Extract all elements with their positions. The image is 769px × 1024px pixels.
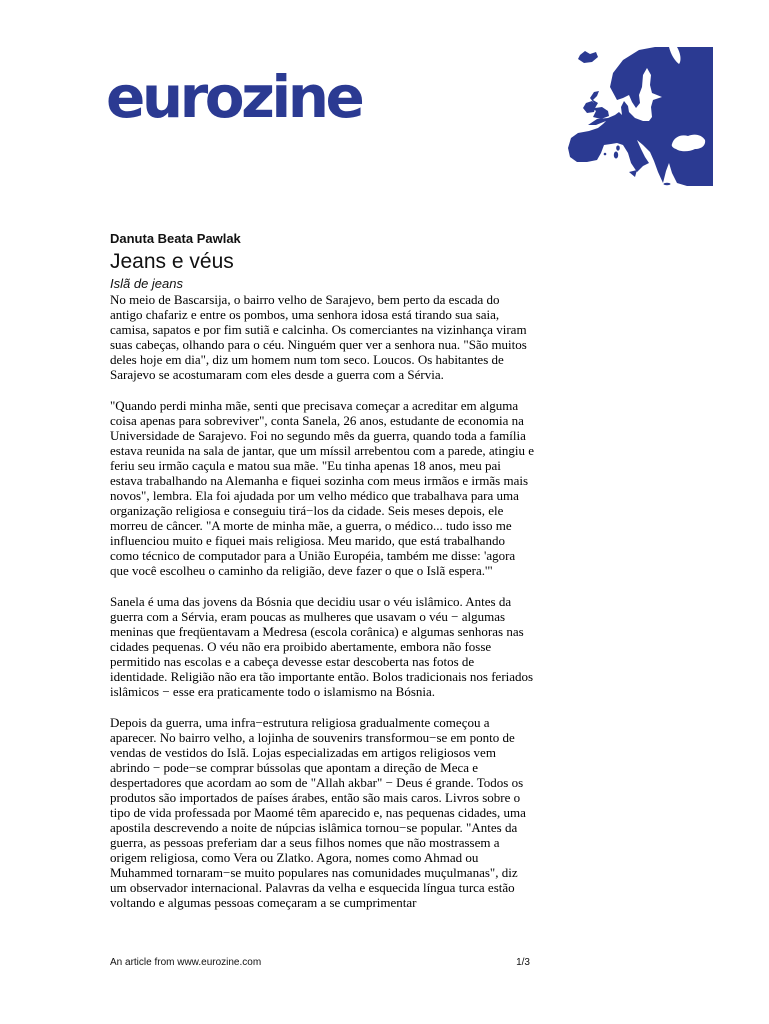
author-name: Danuta Beata Pawlak xyxy=(110,231,241,246)
article-body xyxy=(110,292,534,926)
page-footer xyxy=(110,956,530,969)
article-title: Jeans e véus xyxy=(110,250,234,273)
article-header xyxy=(110,231,540,292)
europe-map-icon xyxy=(565,45,713,190)
article-paragraph: Sanela é uma das jovens da Bósnia que decidiu usar o véu islâmico. Antes da guerra com a Sérvia, eram poucas as mulheres que usavam o véu − algumas meninas que freqüentavam a Medresa (escola corânica) e algumas senhoras nas cidades pequenas. O véu não era proibido abertamente, embora não fosse permitido nas escolas e a cabeça devesse estar descoberta nas fotos de identidade. Religião não era tão importante então. Bolos tradicionais nos feriados islâmicos − esse era praticamente todo o islamismo na Bósnia. xyxy=(110,594,534,699)
article-subtitle: Islã de jeans xyxy=(110,276,183,291)
europe-map-landmass xyxy=(568,47,713,186)
footer-source: An article from www.eurozine.com xyxy=(110,957,262,968)
footer-page-number: 1/3 xyxy=(516,957,530,968)
article-paragraph: "Quando perdi minha mãe, senti que precisava começar a acreditar em alguma coisa apenas para sobreviver", conta Sanela, 26 anos, estudante de economia na Universidade de Sarajevo. Foi no segundo mês da guerra, quando toda a família estava reunida na sala de jantar, que um míssil arrebentou com a parede, atingiu e feriu seu irmão caçula e matou sua mãe. "Eu tinha apenas 18 anos, meu pai estava trabalhando na Alemanha e fiquei sozinha com meus irmãos e irmãs mais novos", lembra. Ela foi ajudada por um velho médico que trabalhava para uma organização religiosa e conseguiu tirá−los da cidade. Seis meses depois, ele morreu de câncer. "A morte de minha mãe, a guerra, o médico... tudo isso me influenciou muito e fiquei mais religiosa. Meu marido, que está trabalhando como técnico de computador para a União Européia, também me disse: 'agora que você escolheu o caminho da religião, deve fazer o que o Islã espera.'" xyxy=(110,398,534,578)
article-paragraph: Depois da guerra, uma infra−estrutura religiosa gradualmente começou a aparecer. No bairro velho, a lojinha de souvenirs transformou−se em ponto de vendas de vestidos do Islã. Lojas especializadas em artigos religiosos vem abrindo − pode−se comprar bússolas que apontam a direção de Meca e despertadores que acordam ao som de "Allah akbar" − Deus é grande. Todos os produtos são importados de países árabes, então são mais caros. Livros sobre o tipo de vida professada por Maomé têm aparecido e, nas pequenas cidades, uma apostila descrevendo a noite de núpcias islâmica tornou−se popular. "Antes da guerra, as pessoas preferiam dar a seus filhos nomes que não mostrassem a origem religiosa, como Vera ou Zlatko. Agora, nomes como Ahmad ou Muhammed tornaram−se muito populares nas comunidades muçulmanas", diz um observador internacional. Palavras da velha e esquecida língua turca estão voltando e algumas pessoas começaram a se cumprimentar xyxy=(110,715,526,910)
eurozine-logo: eurozine xyxy=(106,63,362,131)
article-paragraph: No meio de Bascarsija, o bairro velho de Sarajevo, bem perto da escada do antigo chafariz e entre os pombos, uma senhora idosa está tirando sua saia, camisa, sapatos e por fim sutiã e calcinha. Os comerciantes na vizinhança viram suas cabeças, olhando para o céu. Ninguém quer ver a senhora nua. "São muitos deles hoje em dia", diz um homem num tom seco. Loucos. Os habitantes de Sarajevo se acostumaram com eles desde a guerra com a Sérvia. xyxy=(110,292,527,382)
